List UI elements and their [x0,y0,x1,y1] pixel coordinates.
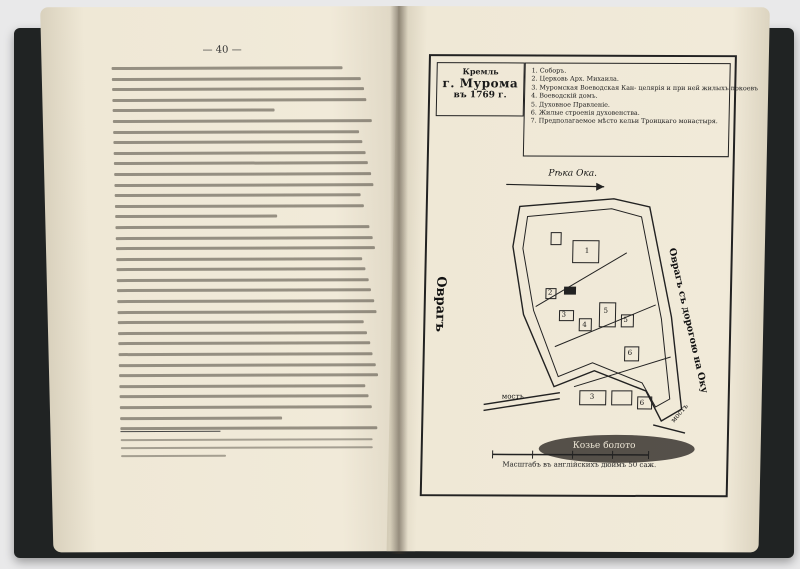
body-text-block [112,66,383,438]
text-line [115,215,277,219]
text-line [121,455,226,457]
bridge-right-label: мостъ [669,402,690,425]
text-line [120,405,372,409]
map-legend [523,62,759,157]
map-frame [420,54,759,497]
map-title-line1: Кремль [462,66,499,77]
ravine-left-label: Оврагъ [432,276,449,333]
text-line [115,204,364,208]
text-line [113,109,275,113]
text-line [115,193,361,197]
text-line [118,320,364,324]
map-number: 2 [547,288,553,297]
text-line [113,140,362,144]
legend-item: 4. Воеводскій домъ. [531,91,598,100]
text-line [119,384,365,388]
map-number: 6 [627,348,633,357]
text-line [114,151,366,155]
text-line [119,373,378,377]
swamp-label: Козье болото [572,440,636,451]
text-line [117,289,371,293]
legend-item: 3. Муромская Воеводская Кан- целярія и при ней жилыхъ покоевъ [531,83,759,93]
text-line [112,66,343,70]
legend-item: 6. Жилые строенія духовенства. [530,108,640,117]
map-number: 6 [639,398,645,407]
text-line [120,426,377,430]
text-line [115,225,369,229]
text-line [112,98,366,102]
text-line [121,438,372,441]
text-line [114,172,371,176]
map-number: 1 [584,246,590,255]
text-line [114,183,373,187]
map-number: 3 [561,310,567,319]
river-label: Рѣка Ока. [548,168,598,179]
text-line [116,257,362,261]
map-number: 5 [623,315,628,324]
text-line [118,331,367,335]
text-line [120,395,369,399]
map-number: 5 [603,306,609,315]
text-line [113,119,372,123]
text-line [116,236,373,240]
right-page [387,6,770,552]
page-number: — 40 — [202,44,242,56]
text-line [119,352,373,356]
legend-item: 5. Духовное Правленіе. [530,100,611,109]
text-line [118,310,377,314]
map-number: 3 [589,392,595,401]
left-page [40,6,415,552]
text-line [116,246,375,250]
legend-item: 7. Предполагаемое мѣсто кельи Троицкаго монастыря. [530,116,718,126]
map-title-box [436,62,525,116]
text-line [121,446,372,449]
text-line [113,130,359,134]
ravine-right-label: Оврагъ съ дорогою на Оку [666,247,710,395]
legend-item: 1. Соборъ. [531,66,567,75]
text-line [118,342,370,346]
text-line [120,416,282,420]
text-line [114,162,368,166]
text-line [117,278,369,282]
map-title-line2: г. Мурома [442,76,519,91]
footnote-text-block [121,438,384,463]
text-line [112,77,361,81]
text-line [119,363,376,367]
text-line [112,87,364,91]
map-number: 4 [582,320,587,329]
book-gutter [390,6,408,554]
bridge-left-label: мостъ [501,392,524,401]
map-title-line3: въ 1769 г. [453,90,507,101]
scale-label: Масштабъ въ англійскихъ дюймъ 50 саж. [502,460,657,470]
text-line [117,299,374,303]
legend-item: 2. Церковь Арх. Михаила. [531,74,620,84]
text-line [116,267,365,271]
